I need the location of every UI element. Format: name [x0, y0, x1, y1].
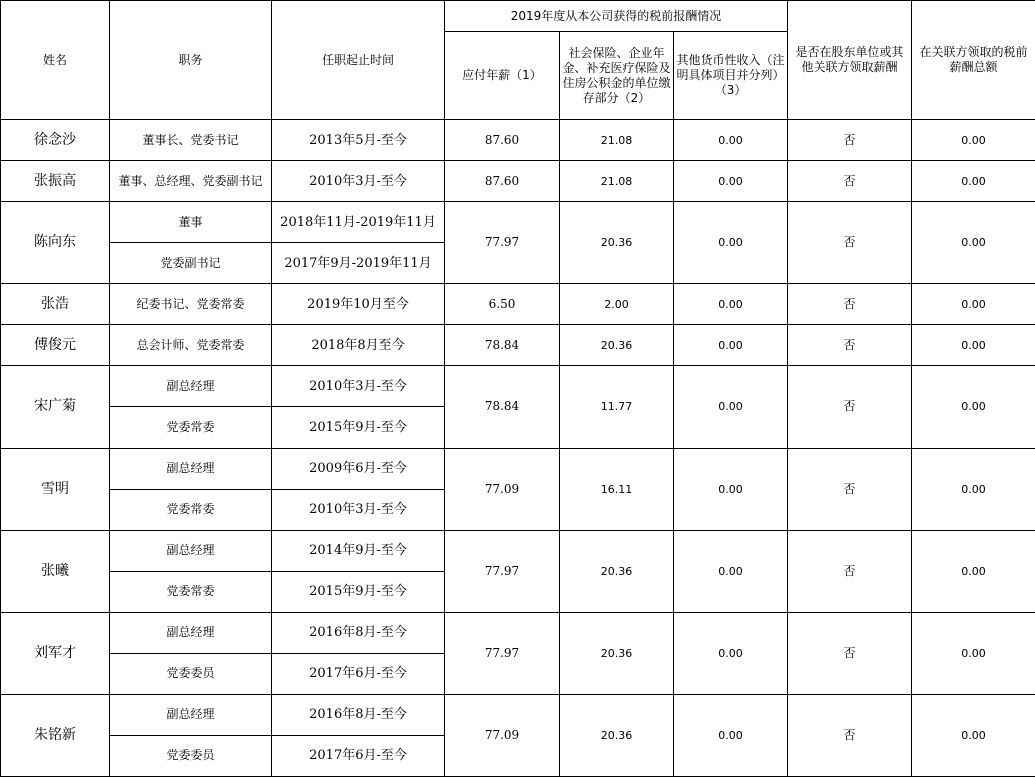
related-party-cell: 否 [788, 448, 912, 530]
insurance-cell: 20.36 [560, 612, 674, 694]
position-cell: 总会计师、党委常委 [110, 325, 272, 366]
position-cell: 副总经理 [110, 612, 272, 653]
term-cell: 2016年8月-至今 [272, 612, 445, 653]
other-income-cell: 0.00 [674, 366, 788, 448]
position-cell: 副总经理 [110, 366, 272, 407]
insurance-cell: 20.36 [560, 202, 674, 284]
person-name: 徐念沙 [1, 120, 110, 161]
related-total-cell: 0.00 [912, 530, 1035, 612]
salary-cell: 77.09 [445, 448, 560, 530]
table-row [1, 530, 1035, 571]
term-cell: 2015年9月-至今 [272, 407, 445, 448]
header-name: 姓名 [1, 1, 110, 120]
other-income-cell: 0.00 [674, 448, 788, 530]
term-cell: 2019年10月至今 [272, 284, 445, 325]
position-cell: 纪委书记、党委常委 [110, 284, 272, 325]
header-annual-salary: 应付年薪（1） [445, 32, 560, 120]
header-position: 职务 [110, 1, 272, 120]
table-row [1, 202, 1035, 243]
position-cell: 党委常委 [110, 571, 272, 612]
related-total-cell: 0.00 [912, 448, 1035, 530]
related-party-cell: 否 [788, 694, 912, 776]
person-name: 陈向东 [1, 202, 110, 284]
term-cell: 2016年8月-至今 [272, 694, 445, 735]
header-compensation-group: 2019年度从本公司获得的税前报酬情况 [445, 1, 788, 32]
related-total-cell: 0.00 [912, 161, 1035, 202]
position-cell: 党委常委 [110, 407, 272, 448]
insurance-cell: 20.36 [560, 530, 674, 612]
insurance-cell: 11.77 [560, 366, 674, 448]
salary-cell: 77.97 [445, 202, 560, 284]
salary-cell: 77.97 [445, 612, 560, 694]
other-income-cell: 0.00 [674, 202, 788, 284]
related-total-cell: 0.00 [912, 120, 1035, 161]
term-cell: 2017年6月-至今 [272, 653, 445, 694]
related-party-cell: 否 [788, 325, 912, 366]
position-cell: 副总经理 [110, 530, 272, 571]
related-party-cell: 否 [788, 284, 912, 325]
other-income-cell: 0.00 [674, 694, 788, 776]
term-cell: 2014年9月-至今 [272, 530, 445, 571]
term-cell: 2018年8月至今 [272, 325, 445, 366]
related-party-cell: 否 [788, 366, 912, 448]
related-party-cell: 否 [788, 612, 912, 694]
header-social-insurance: 社会保险、企业年金、补充医疗保险及住房公积金的单位缴存部分（2） [560, 32, 674, 120]
table-row [1, 284, 1035, 325]
table-row [1, 161, 1035, 202]
header-term: 任职起止时间 [272, 1, 445, 120]
table-row [1, 448, 1035, 489]
position-cell: 副总经理 [110, 448, 272, 489]
table-row [1, 366, 1035, 407]
other-income-cell: 0.00 [674, 612, 788, 694]
term-cell: 2015年9月-至今 [272, 571, 445, 612]
position-cell: 副总经理 [110, 694, 272, 735]
table-row [1, 612, 1035, 653]
person-name: 张振高 [1, 161, 110, 202]
related-party-cell: 否 [788, 161, 912, 202]
position-cell: 董事、总经理、党委副书记 [110, 161, 272, 202]
salary-cell: 77.09 [445, 694, 560, 776]
person-name: 朱铭新 [1, 694, 110, 776]
table-row [1, 694, 1035, 735]
term-cell: 2010年3月-至今 [272, 161, 445, 202]
table-row [1, 120, 1035, 161]
person-name: 雪明 [1, 448, 110, 530]
position-cell: 党委常委 [110, 489, 272, 530]
term-cell: 2010年3月-至今 [272, 489, 445, 530]
position-cell: 党委委员 [110, 735, 272, 776]
insurance-cell: 21.08 [560, 161, 674, 202]
other-income-cell: 0.00 [674, 325, 788, 366]
other-income-cell: 0.00 [674, 284, 788, 325]
insurance-cell: 16.11 [560, 448, 674, 530]
term-cell: 2009年6月-至今 [272, 448, 445, 489]
other-income-cell: 0.00 [674, 161, 788, 202]
insurance-cell: 20.36 [560, 325, 674, 366]
related-total-cell: 0.00 [912, 325, 1035, 366]
related-party-cell: 否 [788, 530, 912, 612]
other-income-cell: 0.00 [674, 120, 788, 161]
term-cell: 2017年9月-2019年11月 [272, 243, 445, 284]
person-name: 宋广菊 [1, 366, 110, 448]
related-total-cell: 0.00 [912, 202, 1035, 284]
insurance-cell: 21.08 [560, 120, 674, 161]
table-row [1, 325, 1035, 366]
header-related-party: 是否在股东单位或其他关联方领取薪酬 [788, 1, 912, 120]
person-name: 张浩 [1, 284, 110, 325]
salary-cell: 87.60 [445, 120, 560, 161]
salary-cell: 87.60 [445, 161, 560, 202]
insurance-cell: 2.00 [560, 284, 674, 325]
other-income-cell: 0.00 [674, 530, 788, 612]
term-cell: 2010年3月-至今 [272, 366, 445, 407]
salary-cell: 78.84 [445, 366, 560, 448]
header-related-total: 在关联方领取的税前薪酬总额 [912, 1, 1035, 120]
position-cell: 党委委员 [110, 653, 272, 694]
term-cell: 2013年5月-至今 [272, 120, 445, 161]
salary-cell: 6.50 [445, 284, 560, 325]
table-body [1, 120, 1035, 777]
related-party-cell: 否 [788, 202, 912, 284]
salary-cell: 77.97 [445, 530, 560, 612]
person-name: 张曦 [1, 530, 110, 612]
related-total-cell: 0.00 [912, 694, 1035, 776]
salary-cell: 78.84 [445, 325, 560, 366]
person-name: 刘军才 [1, 612, 110, 694]
related-total-cell: 0.00 [912, 284, 1035, 325]
related-party-cell: 否 [788, 120, 912, 161]
term-cell: 2017年6月-至今 [272, 735, 445, 776]
person-name: 傅俊元 [1, 325, 110, 366]
related-total-cell: 0.00 [912, 612, 1035, 694]
position-cell: 董事长、党委书记 [110, 120, 272, 161]
position-cell: 董事 [110, 202, 272, 243]
insurance-cell: 20.36 [560, 694, 674, 776]
related-total-cell: 0.00 [912, 366, 1035, 448]
header-other-income: 其他货币性收入（注明具体项目并分列）（3） [674, 32, 788, 120]
term-cell: 2018年11月-2019年11月 [272, 202, 445, 243]
position-cell: 党委副书记 [110, 243, 272, 284]
